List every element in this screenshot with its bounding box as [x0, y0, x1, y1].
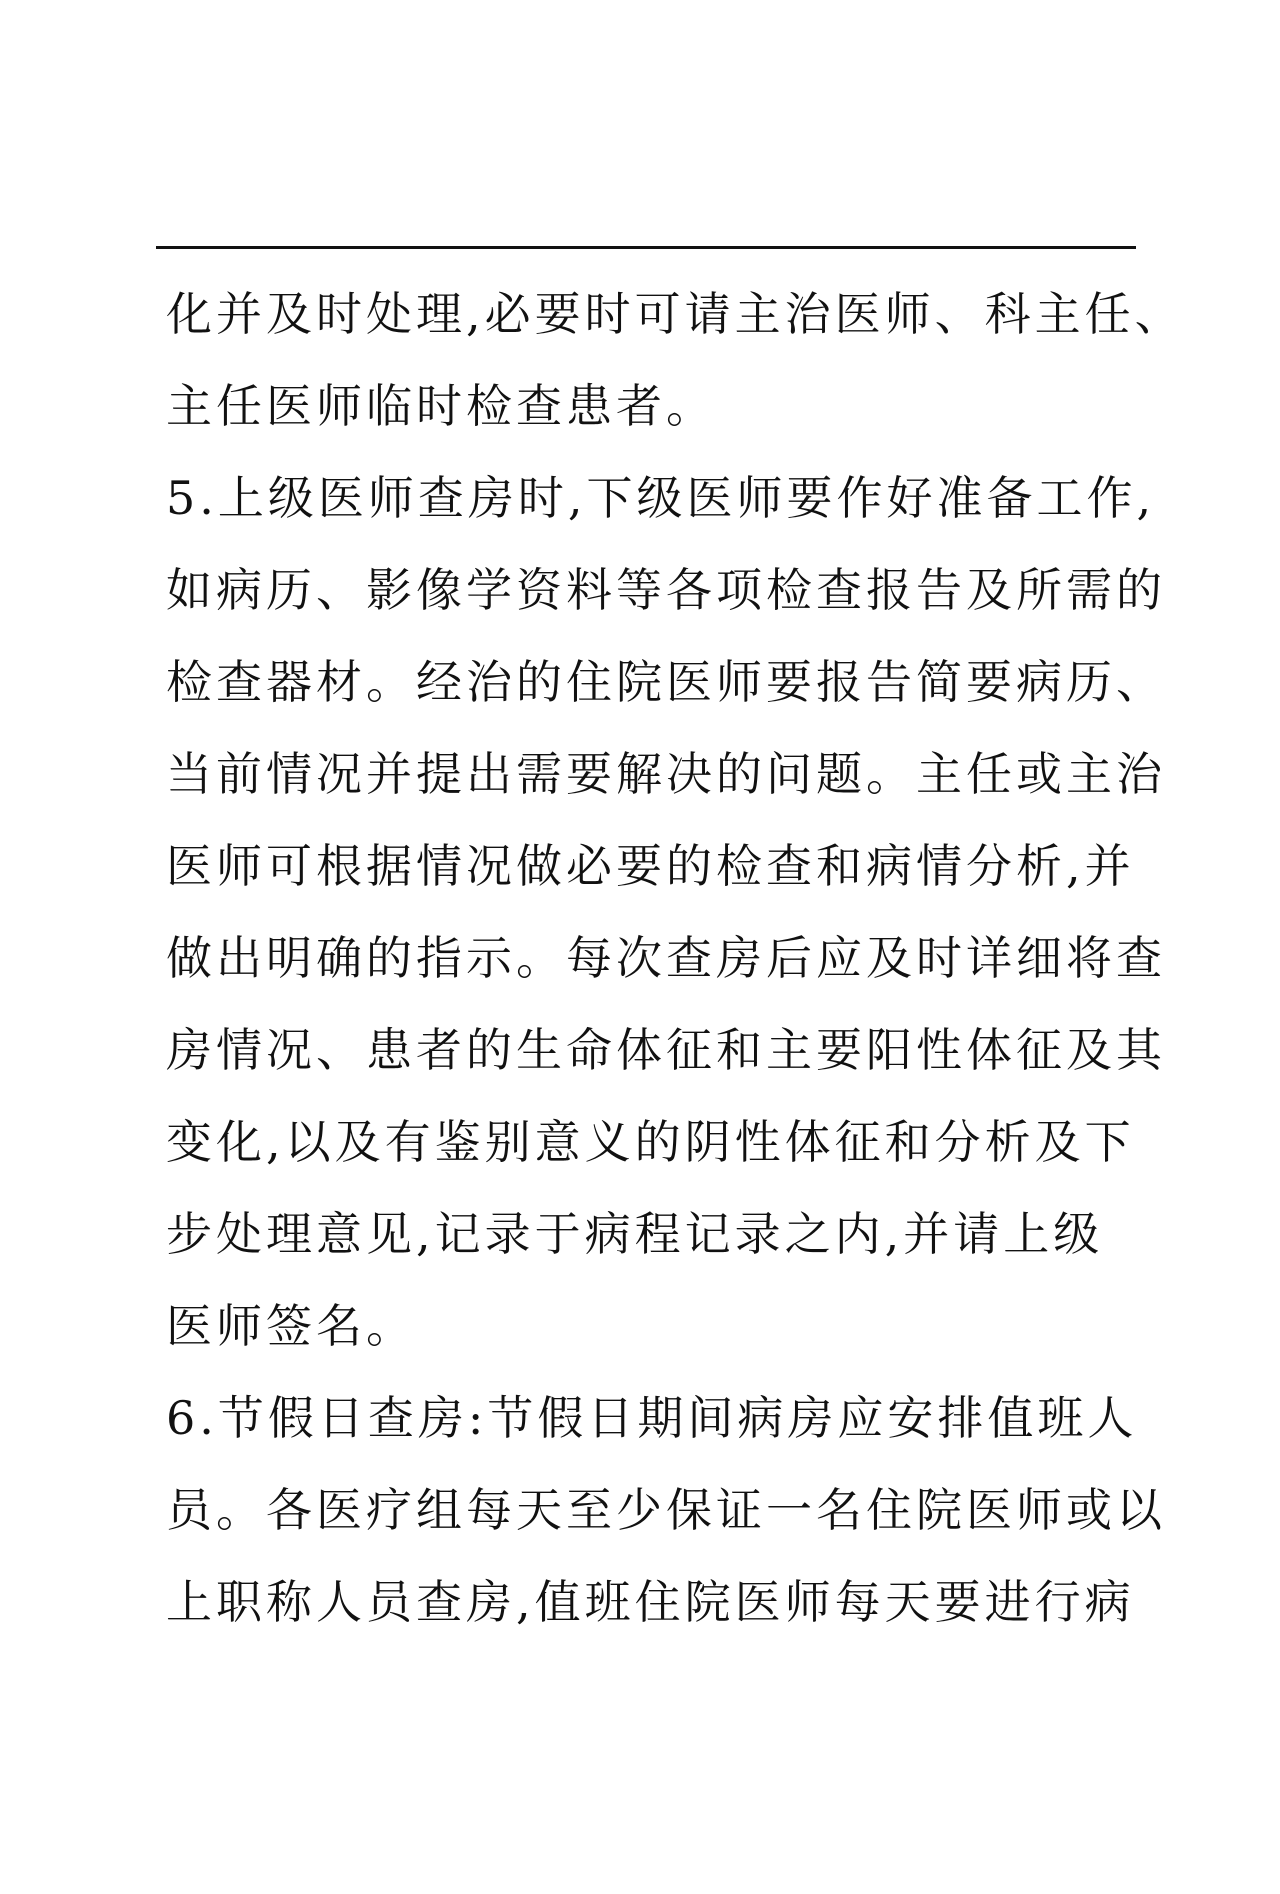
text-line: 步处理意见,记录于病程记录之内,并请上级	[166, 1207, 1104, 1261]
text-line: 医师签名。	[166, 1299, 416, 1353]
text-line: 化并及时处理,必要时可请主治医师、科主任、	[166, 287, 1185, 341]
text-line: 主任医师临时检查患者。	[166, 379, 716, 433]
body-text	[166, 268, 1185, 1648]
text-line: 变化,以及有鉴别意义的阴性体征和分析及下	[166, 1115, 1135, 1169]
text-line: 上职称人员查房,值班住院医师每天要进行病	[166, 1575, 1135, 1629]
text-line: 5.上级医师查房时,下级医师要作好准备工作,	[166, 471, 1156, 525]
text-line: 当前情况并提出需要解决的问题。主任或主治	[166, 747, 1166, 801]
text-line: 6.节假日查房:节假日期间病房应安排值班人	[166, 1391, 1138, 1445]
text-line: 房情况、患者的生命体征和主要阳性体征及其	[166, 1023, 1166, 1077]
text-line: 如病历、影像学资料等各项检查报告及所需的	[166, 563, 1166, 617]
header-divider	[156, 246, 1136, 249]
text-line: 做出明确的指示。每次查房后应及时详细将查	[166, 931, 1166, 985]
text-line: 检查器材。经治的住院医师要报告简要病历、	[166, 655, 1166, 709]
text-line: 医师可根据情况做必要的检查和病情分析,并	[166, 839, 1135, 893]
text-line: 员。各医疗组每天至少保证一名住院医师或以	[166, 1483, 1166, 1537]
